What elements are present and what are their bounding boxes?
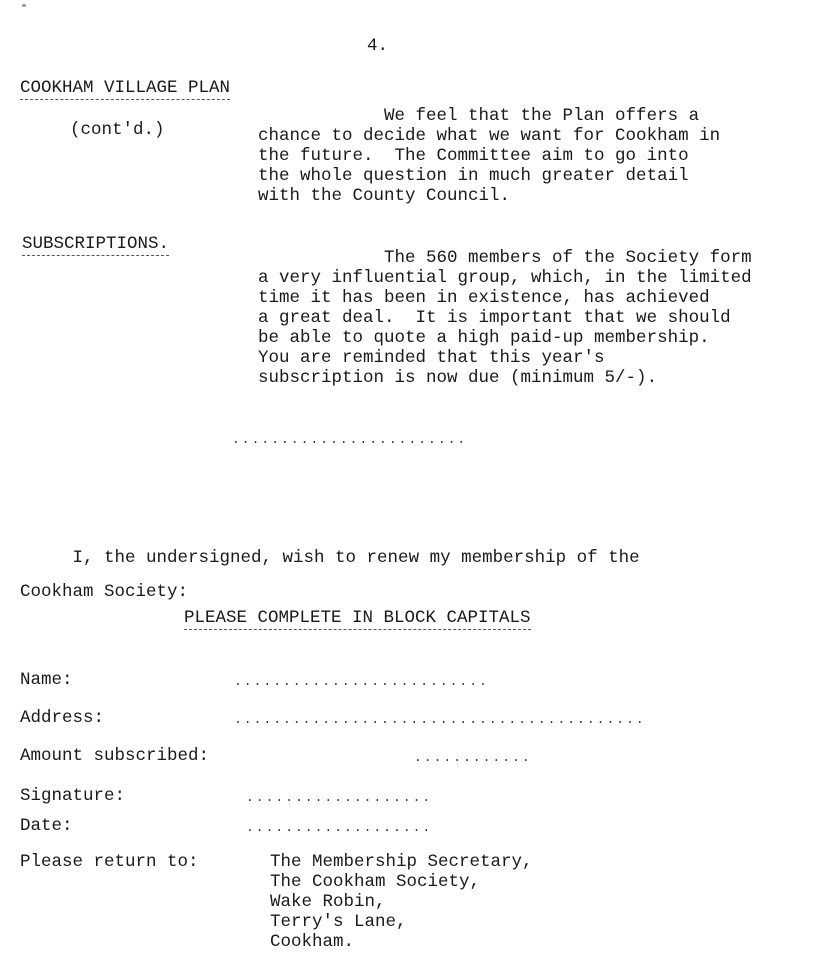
date-field[interactable]: ................... xyxy=(246,820,433,835)
address-label: Address: xyxy=(20,708,105,728)
signature-label: Signature: xyxy=(20,786,126,806)
name-field[interactable]: .......................... xyxy=(234,674,489,689)
section-separator: ........................ xyxy=(232,432,468,447)
amount-label: Amount subscribed: xyxy=(20,746,210,766)
paragraph-line: You are reminded that this year's xyxy=(258,348,605,368)
section-heading-subscriptions: SUBSCRIPTIONS. xyxy=(22,234,170,254)
section-subheading-contd: (cont'd.) xyxy=(70,120,165,140)
scan-speck xyxy=(22,4,26,7)
name-label: Name: xyxy=(20,670,73,690)
paragraph-line: a great deal. It is important that we should xyxy=(258,308,731,328)
paragraph-line: the whole question in much greater detail xyxy=(258,166,689,186)
paragraph-line: The 560 members of the Society form xyxy=(258,248,752,268)
paragraph-line: be able to quote a high paid-up membership. xyxy=(258,328,710,348)
address-line: Cookham. xyxy=(270,932,355,952)
form-intro-line: Cookham Society: xyxy=(20,582,189,602)
page-number: 4. xyxy=(367,36,389,56)
paragraph-line: time it has been in existence, has achieved xyxy=(258,288,710,308)
return-address xyxy=(270,852,533,952)
address-line: Wake Robin, xyxy=(270,892,386,912)
paragraph-line: subscription is now due (minimum 5/-). xyxy=(258,368,658,388)
address-field[interactable]: .......................................... xyxy=(234,712,646,727)
address-line: Terry's Lane, xyxy=(270,912,407,932)
subscriptions-paragraph xyxy=(258,248,752,388)
form-intro-line: I, the undersigned, wish to renew my membership of the xyxy=(20,548,640,568)
amount-field[interactable]: ............ xyxy=(414,750,532,765)
address-line: The Cookham Society, xyxy=(270,872,481,892)
paragraph-line: a very influential group, which, in the limited xyxy=(258,268,752,288)
address-line: The Membership Secretary, xyxy=(270,852,533,872)
paragraph-line: We feel that the Plan offers a xyxy=(258,106,700,126)
signature-field[interactable]: ................... xyxy=(246,790,433,805)
paragraph-line: with the County Council. xyxy=(258,186,511,206)
paragraph-line: chance to decide what we want for Cookham in xyxy=(258,126,721,146)
section-heading-village-plan: COOKHAM VILLAGE PLAN xyxy=(20,78,231,98)
return-label: Please return to: xyxy=(20,852,199,872)
date-label: Date: xyxy=(20,816,73,836)
paragraph-line: the future. The Committee aim to go into xyxy=(258,146,689,166)
village-plan-paragraph xyxy=(258,106,720,206)
form-instruction: PLEASE COMPLETE IN BLOCK CAPITALS xyxy=(184,608,531,628)
